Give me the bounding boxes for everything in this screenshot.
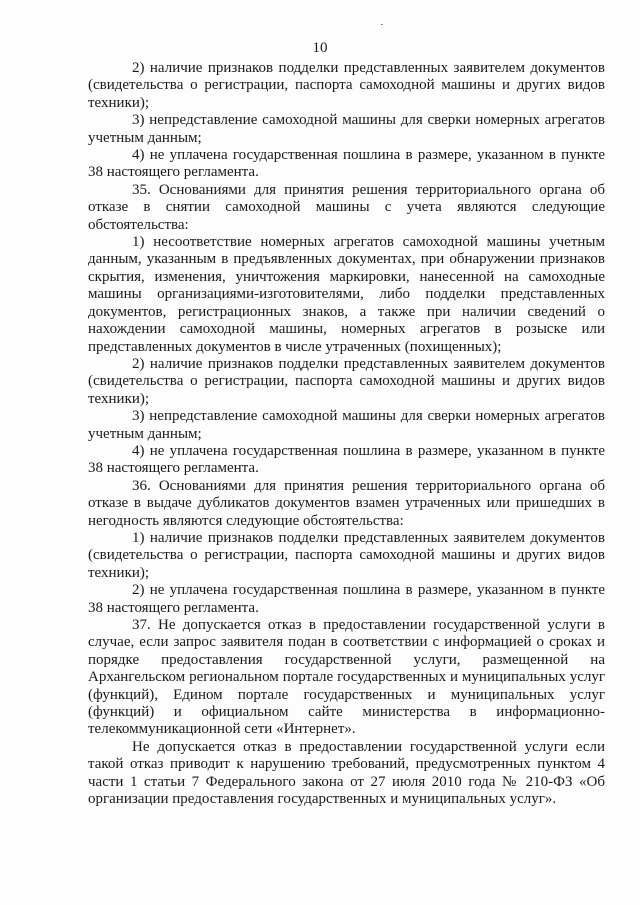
paragraph-37-continued: Не допускается отказ в предоставлении государственной услуги если такой отказ приводит к нарушению требований, предусмотренных пунктом 4 части 1 статьи 7 Федерального закона от 27 июля 2010 года № 210-ФЗ «Об организации предоставления государственных и муниципальных услуг». [88, 738, 605, 808]
paragraph-35-intro: 35. Основаниями для принятия решения территориального органа об отказе в снятии самоходной машины с учета являются следующие обстоятельства: [88, 181, 605, 233]
paragraph-34-item-2: 2) наличие признаков подделки представленных заявителем документов (свидетельства о регистрации, паспорта самоходной машины и других видов техники); [88, 60, 605, 111]
paragraph-35-item-1: 1) несоответствие номерных агрегатов самоходной машины учетным данным, указанным в предъявленных документах, при обнаружении признаков скрытия, изменения, уничтожения маркировки, нанесенной на самоходные машины организациями-изготовителями, либо подделки представленных документов, регистрационных знаков, а также при наличии сведений о нахождении самоходной машины, номерных агрегатов в розыске или представленных документов в числе утраченных (похищенных); [88, 234, 605, 355]
scan-speck [381, 24, 383, 25]
paragraph-36-item-1: 1) наличие признаков подделки представленных заявителем документов (свидетельства о регистрации, паспорта самоходной машины и других видов техники); [88, 529, 605, 581]
paragraph-35-item-3: 3) непредставление самоходной машины для сверки номерных агрегатов учетным данным; [88, 408, 605, 442]
page-number: 10 [312, 40, 328, 56]
paragraph-35-item-2: 2) наличие признаков подделки представленных заявителем документов (свидетельства о регистрации, паспорта самоходной машины и других видов техники); [88, 355, 605, 407]
paragraph-36-intro: 36. Основаниями для принятия решения территориального органа об отказе в выдаче дубликатов документов взамен утраченных или пришедших в негодность являются следующие обстоятельства: [88, 477, 605, 529]
paragraph-35-item-4: 4) не уплачена государственная пошлина в размере, указанном в пункте 38 настоящего регламента. [88, 442, 605, 477]
document-body [88, 60, 605, 808]
paragraph-37: 37. Не допускается отказ в предоставлении государственной услуги в случае, если запрос заявителя подан в соответствии с информацией о сроках и порядке предоставления государственной услуги, размещенной на Архангельском региональном портале государственных и муниципальных услуг (функций), Едином портале государственных и муниципальных услуг (функций) и официальном сайте министерства в информационно-телекоммуникационной сети «Интернет». [88, 617, 605, 738]
paragraph-36-item-2: 2) не уплачена государственная пошлина в размере, указанном в пункте 38 настоящего регламента. [88, 582, 605, 616]
paragraph-34-item-4: 4) не уплачена государственная пошлина в размере, указанном в пункте 38 настоящего регламента. [88, 147, 605, 181]
paragraph-34-item-3: 3) непредставление самоходной машины для сверки номерных агрегатов учетным данным; [88, 112, 605, 146]
